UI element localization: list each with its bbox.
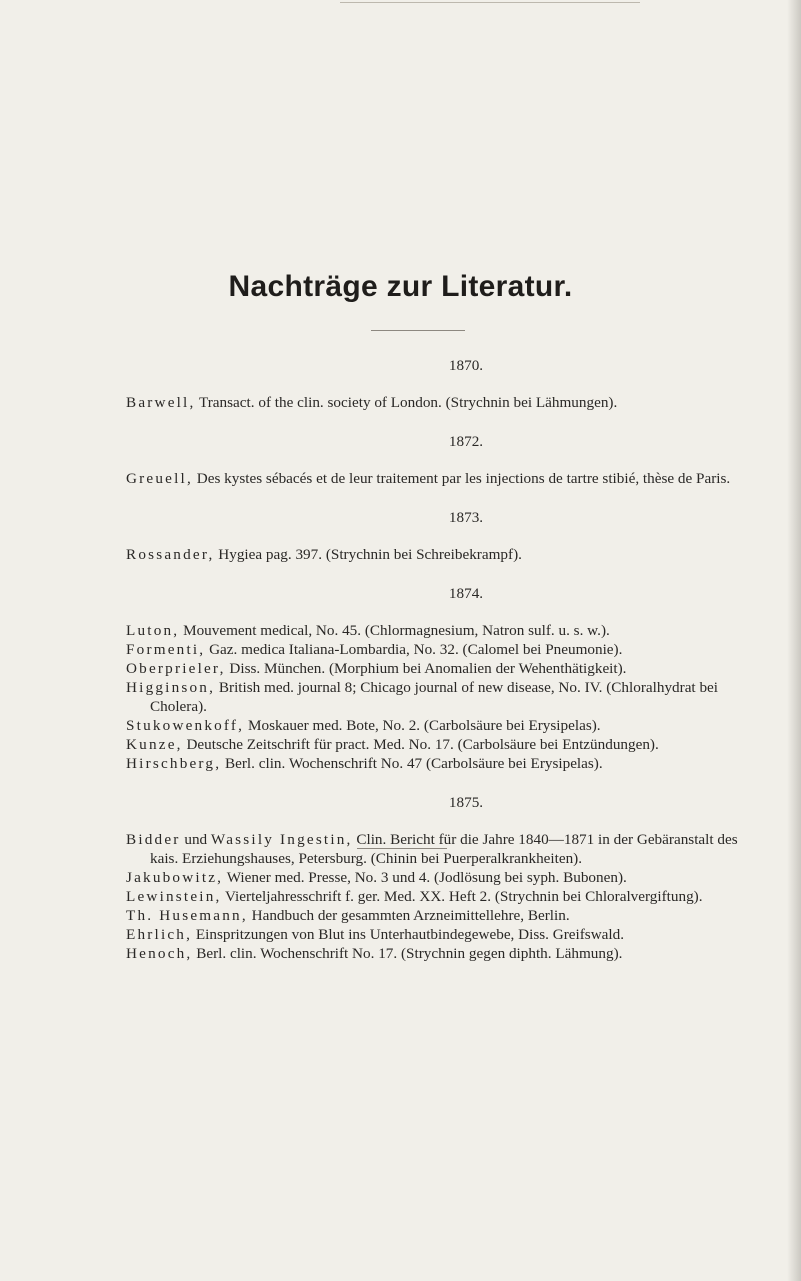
entry-text: Hygiea pag. 397. (Strychnin bei Schreibekrampf). — [214, 546, 522, 563]
entry-author: Jakubowitz, — [126, 869, 224, 886]
year-heading: 1875. — [448, 794, 484, 811]
bibliography-entry — [126, 830, 766, 868]
year-heading: 1874. — [448, 585, 484, 602]
entry-text: Wiener med. Presse, No. 3 und 4. (Jodlösung bei syph. Bubonen). — [223, 869, 627, 886]
entry-author: Hirschberg, — [126, 755, 222, 772]
entry-text: Diss. München. (Morphium bei Anomalien der Wehenthätigkeit). — [225, 660, 627, 677]
entry-author: Formenti, — [126, 641, 206, 658]
bibliography-entry — [126, 754, 766, 773]
bibliography-entry — [126, 868, 766, 887]
title-rule — [371, 330, 465, 331]
entry-text: Des kystes sébacés et de leur traitement par les injections de tartre stibié, thèse de Paris. — [192, 470, 731, 487]
entry-author: Greuell, — [126, 470, 193, 487]
bibliography-entry — [126, 469, 766, 488]
end-rule — [357, 848, 447, 849]
entry-text: und — [180, 831, 211, 848]
page-title: Nachträge zur Literatur. — [228, 270, 573, 303]
bibliography-entry — [126, 906, 766, 925]
year-heading: 1870. — [448, 357, 484, 374]
bibliography-entry — [126, 678, 766, 716]
entry-author: Ehrlich, — [126, 926, 193, 943]
bibliography — [126, 356, 766, 963]
bibliography-entry — [126, 925, 766, 944]
bibliography-entry — [126, 887, 766, 906]
bibliography-entry — [126, 944, 766, 963]
entry-author: Th. Husemann, — [126, 907, 248, 924]
entry-text: Einspritzungen von Blut ins Unterhautbindegewebe, Diss. Greifswald. — [192, 926, 625, 943]
bibliography-entry — [126, 659, 766, 678]
bibliography-entry — [126, 621, 766, 640]
year-heading: 1872. — [448, 433, 484, 450]
bibliography-entry — [126, 640, 766, 659]
bibliography-entry — [126, 716, 766, 735]
entry-text: Handbuch der gesammten Arzneimittellehre, Berlin. — [247, 907, 570, 924]
entry-text: British med. journal 8; Chicago journal of new disease, No. IV. (Chloralhydrat bei Cholera). — [150, 679, 719, 715]
top-edge-line — [340, 2, 640, 3]
entry-text: Berl. clin. Wochenschrift No. 47 (Carbolsäure bei Erysipelas). — [221, 755, 603, 772]
entry-author: Wassily Ingestin, — [210, 831, 353, 848]
entry-author: Luton, — [126, 622, 180, 639]
entry-author: Kunze, — [126, 736, 183, 753]
entry-text: Deutsche Zeitschrift für pract. Med. No. 17. (Carbolsäure bei Entzündungen). — [182, 736, 659, 753]
page-edge-shadow — [787, 0, 801, 1281]
entry-text: Berl. clin. Wochenschrift No. 17. (Strychnin gegen diphth. Lähmung). — [192, 945, 623, 962]
bibliography-entry — [126, 393, 766, 412]
entry-author: Rossander, — [126, 546, 215, 563]
entry-text: Vierteljahresschrift f. ger. Med. XX. Heft 2. (Strychnin bei Chloralvergiftung). — [221, 888, 703, 905]
entry-author: Lewinstein, — [126, 888, 222, 905]
entry-text: Transact. of the clin. society of London. (Strychnin bei Lähmungen). — [195, 394, 618, 411]
entry-author: Stukowenkoff, — [126, 717, 245, 734]
entry-text: Gaz. medica Italiana-Lombardia, No. 32. (Calomel bei Pneumonie). — [205, 641, 623, 658]
entry-text: Mouvement medical, No. 45. (Chlormagnesium, Natron sulf. u. s. w.). — [179, 622, 610, 639]
entry-author: Bidder — [126, 831, 181, 848]
entry-author: Higginson, — [126, 679, 216, 696]
entry-author: Barwell, — [126, 394, 196, 411]
year-heading: 1873. — [448, 509, 484, 526]
entry-author: Oberprieler, — [126, 660, 226, 677]
entry-author: Henoch, — [126, 945, 193, 962]
entry-text: Clin. Bericht für die Jahre 1840—1871 in der Gebäranstalt des kais. Erziehungshauses, Petersburg. (Chinin bei Puerperalkrankheiten). — [150, 831, 738, 867]
entry-text: Moskauer med. Bote, No. 2. (Carbolsäure bei Erysipelas). — [244, 717, 601, 734]
bibliography-entry — [126, 545, 766, 564]
bibliography-entry — [126, 735, 766, 754]
